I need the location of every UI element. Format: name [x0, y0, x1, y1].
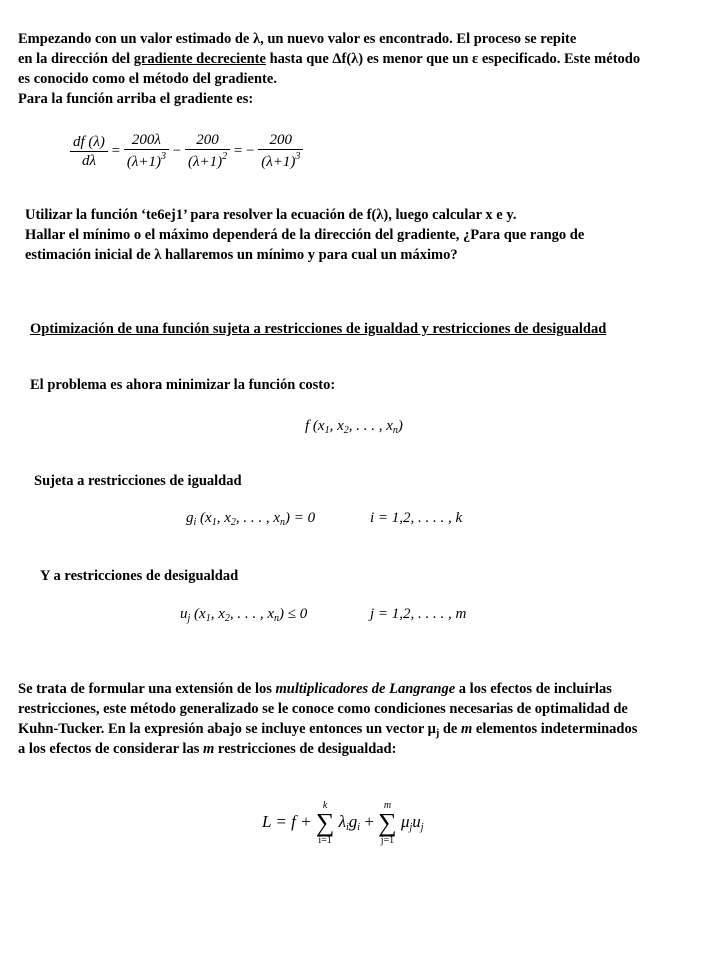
para1-line2: en la dirección del gradiente decreciente hasta que Δf(λ) es menor que un ε especificado. Este método: [18, 51, 641, 67]
equality-constraint: $g_i$ ($x_1$, $x_2$, . . . , $x_n) = 0$: [186, 510, 316, 528]
para2-line2: Hallar el mínimo o el máximo dependerá de la dirección del gradiente, ¿Para que rango de: [25, 227, 585, 243]
para3-line3: Kuhn-Tucker. En la expresión abajo se incluye entonces un vector $\mu_j$ de m elementos indeterminados: [18, 721, 638, 739]
para3-line1: Se trata de formular una extensión de los multiplicadores de Langrange a los efectos de incluirlas: [18, 681, 612, 697]
para3-line2: restricciones, este método generalizado se le conoce como condiciones necesarias de optimalidad de: [18, 701, 628, 717]
inequality-label: Y a restricciones de desigualdad: [40, 568, 239, 584]
lagrangian-equation: L = f + k ∑ i=1 $\lambda_ig_i$ + m ∑ j=1 $\mu_ju_j$: [262, 800, 424, 846]
para2-line3: estimación inicial de λ hallaremos un mínimo y para cual un máximo?: [25, 247, 458, 263]
para1-line1: Empezando con un valor estimado de λ, un nuevo valor es encontrado. El proceso se repite: [18, 31, 577, 47]
inequality-index: j = 1,2, . . . . , m: [370, 606, 467, 622]
para1-line3: es conocido como el método del gradiente.: [18, 71, 277, 87]
equality-label: Sujeta a restricciones de igualdad: [34, 473, 242, 489]
gradient-equation: $\frac{df (\lambda)}{d\lambda}$ = $\frac{200\lambda}{(\lambda+1)^3}$ − $\frac{200}{(\lambda+1)^2}$ = − $\frac{200}{(\lambda+1)^3}$: [70, 132, 303, 171]
gradiente-decreciente-text: gradiente decreciente: [133, 51, 266, 67]
para3-line4: a los efectos de considerar las m restricciones de desigualdad:: [18, 741, 397, 757]
cost-function: f ($x_1$, $x_2$, . . . , $x_n$): [305, 418, 403, 436]
problem-text: El problema es ahora minimizar la función costo:: [30, 377, 336, 393]
equality-index: i = 1,2, . . . . , k: [370, 510, 463, 526]
section-title: Optimización de una función sujeta a restricciones de igualdad y restricciones de desigualdad: [30, 321, 607, 337]
langrange-text: multiplicadores de Langrange: [275, 681, 456, 697]
para2-line1: Utilizar la función ‘te6ej1’ para resolver la ecuación de f(λ), luego calcular x e y.: [25, 207, 517, 223]
inequality-constraint: $u_j$ ($x_1$, $x_2$, . . . , $x_n) \le 0$: [180, 606, 308, 624]
para1-line4: Para la función arriba el gradiente es:: [18, 91, 254, 107]
